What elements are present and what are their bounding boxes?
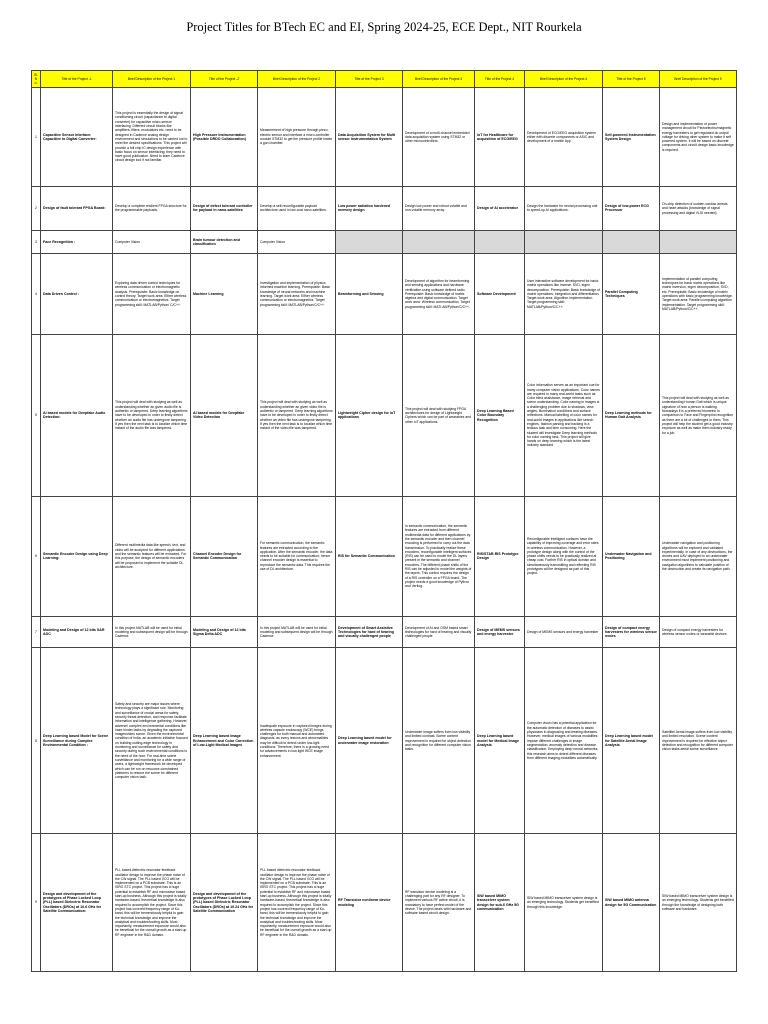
project-title: Underwater Navigation and Positioning (603, 496, 660, 616)
project-description: Underwater image suffers from low visibility and limited contrast. Scene content improvement is required for object detection and recognition for different computer vision tasks. (403, 648, 475, 834)
project-title: SIW based MIMO transceiver system design for sub-6 GHz 5G communication (475, 834, 525, 972)
column-header: Brief Description of the Project 3 (403, 71, 475, 88)
table-row (32, 186, 737, 230)
project-title: IoT for Healthcare for acquisition of ECG/EEG (475, 88, 525, 187)
column-header: Title of the Project 3 (336, 71, 403, 88)
project-description: Development of AI and GSM based smart technologies for hard of hearing and visually challenged people (403, 617, 475, 648)
table-row (32, 496, 737, 616)
project-title: AI based models for Deepfake Audio Detection: (41, 335, 113, 496)
project-title: AI based models for Deepfake Video Detection (191, 335, 258, 496)
project-title (603, 231, 660, 254)
serial-number: 6 (32, 496, 41, 616)
project-title: Deep Learning based Model for Scene Surveillance during Complex Environmental Condition : (41, 648, 113, 834)
project-title: RIS/STAR-RIS Prototype Design (475, 496, 525, 616)
project-title: Design of low-power ECG Processor (603, 186, 660, 230)
project-title: Software Development (475, 253, 525, 335)
table-row (32, 231, 737, 254)
project-description: Different multimedia data like speech, text, and video will be analyzed for different applications and the semantic features will be extracted. For this purpose, the design of semantic encoders will be proposed to implement the suitable DL architecture. (113, 496, 191, 616)
project-description: Development of ECG/EEG acquisition system either with discrete components or ASIC and development of a mobile App. (525, 88, 603, 187)
project-title (336, 231, 403, 254)
serial-number: 2 (32, 186, 41, 230)
project-description: PLL based dielectric resonator feedback oscillator design to improve the phase noise of the CW signal. The PLL based VCO will be implemented on a PCB substrate. This is an ISRO STC project. This project has a huge potential to establish RF and microwave based start-up business. Although this project is totally hardware-based, theoretical knowledge is also required to accomplish the project. Since this project has covered frequency range of Ku-band, this will be tremendously helpful to gain the technical knowledge and improve the analytical and troubleshooting skills. Most importantly, measurement exposure would also be beneficial for the overall growth as a start-up RF engineer in the R&D domain. (113, 834, 191, 972)
column-header: Brief Description of the Project 1 (113, 71, 191, 88)
project-title: Design of defect tolerant controller for payload in nano-satellites (191, 186, 258, 230)
project-description: Underwater navigation and positioning algorithms will be explored and validated experimentally. In case of any obstructions, the drones and UAV deployed in an underwater environment must implement positioning and navigation algorithms to calculate position of the obstruction and create its navigation path. (660, 496, 737, 616)
table-row (32, 253, 737, 335)
project-title: Design and development of the prototypes of Phase Locked Loop (PLL) based Dielectric Resonator Oscillators (DROs) at 10.24 GHz for Satellite Communication (191, 834, 258, 972)
project-description: Design low power and robust volatile and non-volatile memory array. (403, 186, 475, 230)
project-title: Design of compact energy harvesters for wireless sensor nodes (603, 617, 660, 648)
table-row (32, 834, 737, 972)
project-description: Investigation and implementation of physics informed machine learning. Prerequisite: Basic knowledge of neural networks and machine learning. Target work area: Either wireless communication or electromagnetics. Target programming skill: MATLAB/Python/C/C++. (258, 253, 336, 335)
project-title: Deep Learning Based Color Boundary Recognition (475, 335, 525, 496)
project-title: Machine Learning (191, 253, 258, 335)
serial-number: 9 (32, 834, 41, 972)
column-header: Brief Description of the Project 2 (258, 71, 336, 88)
project-title: Deep Learning methods for Human Gait Analysis (603, 335, 660, 496)
project-description: Design of MEMS sensors and energy harvester (525, 617, 603, 648)
project-description: SIW based MIMO transceiver system design is an emerging technology. Students get benefited through the knowledge of designing both software and hardware. (660, 834, 737, 972)
project-description: Development of algorithm for beamforming and sensing applications and hardware verification using software defined radio. Prerequisite: Basic knowledge of matrix algebra and digital communication. Target work area: Wireless communication. Target programming skill: MATLAB/Python/C/C++. (403, 253, 475, 335)
project-description: Design the hardware for neural processing unit to speed-up AI applications. (525, 186, 603, 230)
project-title: Low power radiation hardened memory design (336, 186, 403, 230)
serial-number: 7 (32, 617, 41, 648)
project-title: Design of MEMS sensors and energy harvester (475, 617, 525, 648)
project-title: RIS for Semantic Communication (336, 496, 403, 616)
project-title (475, 231, 525, 254)
table-row (32, 648, 737, 834)
project-title: Lightweight Cipher design for IoT applications (336, 335, 403, 496)
project-title: Data Acquisition System for Multi sensor Instrumentation System (336, 88, 403, 187)
project-table (31, 70, 737, 972)
table-row (32, 88, 737, 187)
project-title: Self-powered Instrumentation System Design (603, 88, 660, 187)
project-title: Modeling and Design of 12 bits SAR ADC (41, 617, 113, 648)
column-header: Title of the Project 4 (475, 71, 525, 88)
page-title: Project Titles for BTech EC and EI, Spring 2024-25, ECE Dept., NIT Rourkela (186, 20, 582, 34)
project-description: SIW based MIMO transceiver system design is an emerging technology. Students get benefited through this knowledge. (525, 834, 603, 972)
project-title: Development of Smart Assistive Technologies for hard of hearing and visually challenged people (336, 617, 403, 648)
project-description: For semantic communication, the semantic features are extracted according to the application. After the semantic encoder, the data needs to be suitable for communication; hence channel encoder design is essential to reproduce the semantic data. This requires the use of DL architecture. (258, 496, 336, 616)
project-description (403, 231, 475, 254)
project-title: Data Driven Control : (41, 253, 113, 335)
project-description: Implementation of parallel computing techniques for basic matrix operations like matrix inversion, eigen decomposition, SVD, etc. Prerequisite: Basic knowledge of matrix operations with basic programming knowledge. Target work area: Parallel computing algorithm implementation. Target programming skill: MATLAB/Python/C/C++. (660, 253, 737, 335)
column-header: Title of the Project 5 (603, 71, 660, 88)
table-row (32, 335, 737, 496)
column-header: Title of the Project -2 (191, 71, 258, 88)
serial-number: 4 (32, 253, 41, 335)
project-description: Reconfigurable intelligent surfaces have the capability of improving coverage and error rates in wireless communication. However, a prototype design along with the control of the phase shifts needs to be practically realized at cheap cost. Further RIS in optical domain and simultaneously transmitting and reflecting RIS prototypes will be designed as part of this project. (525, 496, 603, 616)
project-title: Channel Encoder Design for Semantic Communication (191, 496, 258, 616)
column-header: Brief Description of the Project 4 (525, 71, 603, 88)
project-description: Design of compact energy harvesters for wireless sensor nodes or wearable devices (660, 617, 737, 648)
project-description: Computer Vision (113, 231, 191, 254)
project-description (525, 231, 603, 254)
project-description: On-chip detection of sudden cardiac arrests and heart attacks (knowledge of signal processing and digital VLSI needed). (660, 186, 737, 230)
project-description: Computer Vision (258, 231, 336, 254)
project-title: Parallel Computing Techniques (603, 253, 660, 335)
project-title: Design of fault tolerant FPGA Board: (41, 186, 113, 230)
project-description: This project will deal with studying as well as understanding whether an given video file is authentic or tampered. Deep learning algorithms have to be developed in order to firstly detect whether an video file has undergone tampering. If yes then the next task is to localize which time instant of the video file was tampered. (258, 335, 336, 496)
project-title: Modeling and Design of 12 bits Sigma Delta ADC (191, 617, 258, 648)
project-title: Deep Learning based model for Satellite Aerial Image Analysis (603, 648, 660, 834)
project-description: Safety and security are major issues where technology plays a significant role. Monitoring and surveillance of crucial areas for safety, security threat detection, and response facilitate information and intelligence gathering. However, adverse/ complex environmental conditions like haze hinder tasks by degrading the captured images/video scene. Given the environmental condition of India, an academic initiative focused on building cutting-edge technology in monitoring and surveillance for safety and security during such environmental conditions is the need of the hour. For real-time scene surveillance and monitoring for a wide range of users, a lightweight framework be developed which can be run on resource-constrained platforms to restore the scene for different computer vision task. (113, 648, 191, 834)
project-title: Capacitive Sensor Interface: Capacitive to Digital Converter: (41, 88, 113, 187)
project-description: This project will deal with studying as well as understanding whether an given audio file is authentic or tampered. Deep learning algorithms have to be developed in order to firstly detect whether an audio file has undergone tampering. If yes then the next task is to localize which time instant of the audio file was tampered. (113, 335, 191, 496)
project-description (660, 231, 737, 254)
project-description: Satellite/ Aerial image suffers from low visibility and limited resolution. Scene content improvement is required for effective object detection and recognition for different computer vision tasks aerial scene surveillance. (660, 648, 737, 834)
project-description: Measurement of high pressure through piezo-electric sensor and interface a micro-controller module STM32 to get the pressure profile inside a gun chamber. (258, 88, 336, 187)
project-title: SIW based MIMO antenna design for 5G Communication (603, 834, 660, 972)
project-title: Deep Learning based model for underwater image restoration (336, 648, 403, 834)
project-description: Inadequate exposure in captured images during wireless capsule endoscopy (WCE) brings challenges for both manual and automated diagnosis, as every lesions and abnormalities may be difficult to detect under low-light conditions. Therefore, there is a growing need for advancements in low-light WCE image enhancement. (258, 648, 336, 834)
column-header: Title of the Project -1 (41, 71, 113, 88)
project-description: In this project MATLAB will be used for initial modeling and subsequent design will be through Cadence (258, 617, 336, 648)
project-description: Development of a multi channel embedded data acquisition system using STM32 or other microcontrollers. (403, 88, 475, 187)
project-description: In this project MATLAB will be used for initial modeling and subsequent design will be through Cadence (113, 617, 191, 648)
project-title: Design of AI accelerator (475, 186, 525, 230)
project-description: Exploring data driven control techniques for wireless communication or electromagnetic analysis. Prerequisite: Basic knowledge on control theory. Target work area: Either wireless communication or electromagnetics. Target programming skill: MATLAB/Python/ C/C++. (113, 253, 191, 335)
project-description: RF transistor device modeling is a challenging part for any RF designer. To implement various RF active circuit, it is mandatory to have perfect model of the device. The project deals with hardware and software based circuit design. (403, 834, 475, 972)
project-title: Deep Learning based model for Medical Image Analysis (475, 648, 525, 834)
project-description: Color information serves as an important cue for many computer vision applications. Color names are required in many real-world tasks such as Color blind assistance, image retrieval and scene understanding. Color naming in images is a challenging problem due to shadows, view angles, illumination conditions and surface reflections. Manual labelling of color names for real-world images in applications like search engines, fashion parsing and tracking is a tedious task and time consuming. Here the student will investigate Deep learning methods for color naming task. This project will give hands on deep learning which is the latest industry standard. (525, 335, 603, 496)
serial-number: 8 (32, 648, 41, 834)
project-title: High Pressure Instrumentation (Possible DRDO Collaboration) (191, 88, 258, 187)
project-description: PLL based dielectric resonator feedback oscillator design to improve the phase noise of the CW signal. The PLL based VCO will be implemented on a PCB substrate. This is an ISRO STC project. This project has a huge potential to establish RF and microwave based start-up business. Although this project is totally hardware-based, theoretical knowledge is also required to accomplish the project. Since this project has covered frequency range of Ku-band, this will be tremendously helpful to gain the technical knowledge and improve the analytical and troubleshooting skills. Most importantly, measurement exposure would also be beneficial for the overall growth as a start-up RF engineer in the R&D domain. (258, 834, 336, 972)
project-description: User interactive software development for basic matrix operations like inverse, SVD, eigen decomposition. Prerequisite: Basic knowledge of matrix operations, integration and differentiation. Target work area: Algorithm implementation. Target programming skill: MATLAB/Python/C/C++. (525, 253, 603, 335)
project-title: Semantic Encoder Design using Deep Learning: (41, 496, 113, 616)
project-description: This project will deal with studying FPGA architectures for design of Lightweight Ciphers which can be part of wearables and other IoT applications. (403, 335, 475, 496)
column-header: Sl. No. (32, 71, 41, 88)
project-title: Face Recognition : (41, 231, 113, 254)
serial-number: 1 (32, 88, 41, 187)
project-title: Deep Learning based Image Enhancement and Color Correction of Low-Light Medical Images (191, 648, 258, 834)
project-title: Design and development of the prototypes of Phase Locked Loop (PLL) based Dielectric Resonator Oscillators (DROs) at 10.6 GHz for Satellite Communication: (41, 834, 113, 972)
project-description: Develop a complete resilient FPGA structure for the programmable payloads. (113, 186, 191, 230)
project-title: Brain tumour detection and classification (191, 231, 258, 254)
project-description: This project is essentially the design of signal conditioning circuit (capacitance to digital converter) for capacitive micro-sensor interfacing. Different circuit blocks like amplifiers, filters, modulators etc. need to be designed in Cadence analog design environment and simulations to be carried out to meet the desired specifications. This project will provide a full chip IC design experience with basic focus on sensor interfacing; they need to have good publication. Need to learn Cadence circuit design tool if not familiar. (113, 88, 191, 187)
project-description: Develop a self-reconfigurable payload architecture used in low-cost nano-satellites. (258, 186, 336, 230)
project-description: Computer vision has a potential application for the automatic detection of diseases to assist physicians in diagnosing and treating diseases. However, medical images of various modalities impose different challenges in image segmentation, anomaly detection and disease classification. Employing deep neural networks, this research aims to detect different diseases from different imaging modalities automatically. (525, 648, 603, 834)
serial-number: 5 (32, 335, 41, 496)
project-title: RF Transistor nonlinear device modeling (336, 834, 403, 972)
project-description: In semantic communication, the semantic features are extracted from different multimedia data for different applications by the semantic encoder and then channel encoding is performed to carry out the data transmission. To practically realize these encoders, reconfigurable intelligent surfaces (RIS) can be used to model the DL layers present in the semantic and channel encoders. The different phase shifts of the RIS can be adjusted to model the weights of the layers. This control requires the design of a RIS controller on a FPGA board. The project needs a good knowledge of Python and Verilog. (403, 496, 475, 616)
header-row (32, 71, 737, 88)
project-description: This project will deal with studying as well as understanding Human Gait which is unique signature of how a person is walking. Nowadays it is a preferred biometric in comparison to Face and Fingerprint recognition as there are a lot of challenges in them. This project will help the student get a good industry exposure as well as make them industry ready for a job. (660, 335, 737, 496)
project-title: Beamforming and Sensing (336, 253, 403, 335)
project-description: Design and implementation of power management circuit for Piezoelectric/magnetic energy harvesters to get regulated dc output voltage for driving other system to make it self powered system. It will be based on discrete components and circuit design basic knowledge is required. (660, 88, 737, 187)
column-header: Brief Description of the Project 5 (660, 71, 737, 88)
table-row (32, 617, 737, 648)
serial-number: 3 (32, 231, 41, 254)
